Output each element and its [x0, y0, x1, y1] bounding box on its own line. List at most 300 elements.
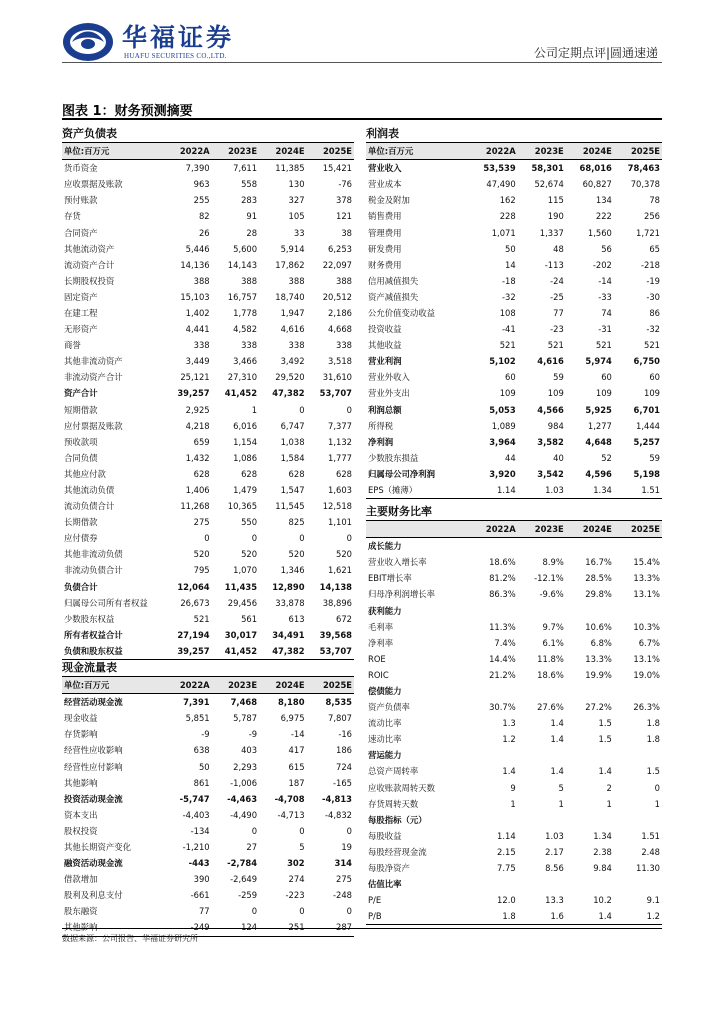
- row-label: EBIT增长率: [368, 573, 412, 584]
- cell-value: [614, 538, 662, 555]
- cell-value: 33,878: [275, 597, 305, 608]
- table-row: [62, 321, 354, 337]
- table-row: [366, 369, 662, 385]
- cell-value: 7.4%: [494, 637, 516, 648]
- table-row: [366, 570, 662, 586]
- cell-value: 16,757: [227, 291, 258, 302]
- cell-value: 613: [288, 613, 305, 624]
- cell-value: 0: [654, 782, 660, 793]
- table-row: [62, 595, 354, 611]
- cell-value: 13.1%: [633, 653, 660, 664]
- table-row: [366, 241, 662, 257]
- row-label: 合同负债: [64, 452, 98, 463]
- row-label: 毛利率: [368, 621, 394, 632]
- cell-value: 1,721: [636, 227, 660, 238]
- cell-value: 659: [193, 436, 210, 447]
- row-label: 资本支出: [64, 809, 98, 820]
- row-label: 经营性应付影响: [64, 761, 123, 772]
- income-statement-panel: [366, 126, 662, 499]
- cell-value: 417: [288, 745, 305, 756]
- cell-value: 1: [251, 404, 258, 415]
- row-label: 成长能力: [368, 541, 402, 552]
- row-label: 长期股权投资: [64, 275, 115, 286]
- table-row: [62, 176, 354, 192]
- cell-value: -1,210: [182, 841, 210, 852]
- cell-value: 19: [341, 841, 352, 852]
- cell-value: 327: [288, 195, 305, 206]
- cell-value: -1,006: [230, 777, 258, 788]
- cell-value: 1.03: [518, 482, 566, 499]
- cell-value: 6,016: [233, 420, 258, 431]
- table-row: [366, 860, 662, 876]
- cell-value: 15,421: [322, 163, 352, 174]
- cell-value: 4,441: [185, 324, 210, 335]
- cell-value: 33: [293, 227, 305, 238]
- row-label: 信用减值损失: [368, 275, 419, 286]
- row-label: 应付债券: [64, 533, 98, 544]
- table-row: [62, 160, 354, 177]
- cell-value: 11,435: [224, 581, 258, 592]
- cell-value: 109: [644, 388, 660, 399]
- cell-value: 60: [649, 372, 660, 383]
- table-row: [62, 694, 354, 711]
- cell-value: 1.4: [566, 908, 614, 925]
- row-label: 营业收入: [368, 163, 402, 174]
- cell-value: 38: [341, 227, 352, 238]
- cell-value: 1,547: [280, 485, 305, 496]
- cell-value: 10.6%: [585, 621, 612, 632]
- table-row: [62, 871, 354, 887]
- cell-value: 53,707: [319, 388, 352, 399]
- cell-value: 378: [336, 195, 352, 206]
- cell-value: 6,747: [280, 420, 305, 431]
- cell-value: 1: [510, 798, 516, 809]
- cell-value: 134: [595, 195, 612, 206]
- row-label: 负债和股东权益: [62, 643, 164, 660]
- cell-value: 19.0%: [633, 669, 660, 680]
- row-label: 资产减值损失: [368, 291, 419, 302]
- cell-value: 130: [288, 179, 305, 190]
- cell-value: -248: [332, 890, 352, 901]
- year-header: 2023E: [518, 521, 566, 538]
- table-row: [366, 273, 662, 289]
- cell-value: 38,896: [322, 597, 352, 608]
- row-label: P/E: [368, 895, 382, 906]
- cell-value: 14,138: [319, 581, 352, 592]
- cell-value: 302: [287, 858, 305, 869]
- cell-value: 861: [193, 777, 210, 788]
- table-row: [366, 699, 662, 715]
- cell-value: 109: [499, 388, 516, 399]
- row-label: ROE: [368, 653, 386, 664]
- table-row: [366, 466, 662, 482]
- table-row: [62, 208, 354, 224]
- cell-value: 520: [336, 549, 352, 560]
- cell-value: 77: [553, 307, 564, 318]
- cell-value: [518, 602, 566, 618]
- cell-value: 1.5: [598, 718, 612, 729]
- row-label: 资产合计: [64, 388, 98, 399]
- year-header: 2022A: [164, 677, 211, 694]
- source-note: 数据来源：公司报告、华福证券研究所: [62, 934, 198, 943]
- row-label: 总资产周转率: [368, 766, 419, 777]
- cell-value: 287: [307, 919, 354, 936]
- cell-value: 13.3%: [585, 653, 612, 664]
- table-row: [366, 602, 662, 618]
- cell-value: 5: [558, 782, 564, 793]
- cell-value: 11.8%: [537, 653, 564, 664]
- table-row: [366, 828, 662, 844]
- cell-value: 77: [198, 906, 210, 917]
- cell-value: 2.15: [497, 846, 516, 857]
- row-label: 预付账款: [64, 195, 98, 206]
- table-row: [62, 402, 354, 418]
- cell-value: -32: [502, 291, 516, 302]
- table-row: [62, 530, 354, 546]
- cell-value: [518, 812, 566, 828]
- cell-value: 628: [288, 468, 305, 479]
- cell-value: 3,542: [537, 468, 564, 479]
- cell-value: -9: [248, 729, 258, 740]
- row-label: 商誉: [64, 340, 81, 351]
- year-header: 2023E: [212, 677, 259, 694]
- cell-value: 78,463: [627, 163, 660, 174]
- cell-value: 109: [547, 388, 564, 399]
- cell-value: 3,518: [328, 356, 352, 367]
- cell-value: 1.8: [470, 908, 518, 925]
- table-row: [366, 731, 662, 747]
- table-row: [62, 289, 354, 305]
- cell-value: 521: [644, 340, 660, 351]
- cell-value: 388: [241, 275, 258, 286]
- cell-value: 1.5: [598, 734, 612, 745]
- cash-flow-title: 现金流量表: [62, 660, 354, 677]
- table-row: [62, 758, 354, 774]
- cell-value: 724: [336, 761, 352, 772]
- cell-value: 1.4: [550, 766, 564, 777]
- cell-value: 10,365: [227, 501, 258, 512]
- table-row: [62, 305, 354, 321]
- row-label: 营运能力: [368, 750, 402, 761]
- cell-value: 41,452: [224, 388, 258, 399]
- cell-value: 39,568: [319, 629, 352, 640]
- cell-value: -31: [598, 324, 612, 335]
- cell-value: 795: [193, 565, 210, 576]
- cell-value: 52: [601, 452, 612, 463]
- cell-value: 11,268: [180, 501, 210, 512]
- cell-value: 91: [246, 211, 258, 222]
- year-header: 2024E: [566, 521, 614, 538]
- cell-value: 0: [346, 533, 352, 544]
- year-header: 2023E: [518, 143, 566, 160]
- cell-value: 1,584: [280, 452, 305, 463]
- cell-value: 9.7%: [542, 621, 564, 632]
- cell-value: 58,301: [531, 163, 564, 174]
- table-row: [366, 176, 662, 192]
- row-label: 短期借款: [64, 404, 98, 415]
- cell-value: 14.4%: [489, 653, 516, 664]
- row-label: 预收款项: [64, 436, 98, 447]
- cell-value: 28.5%: [585, 573, 612, 584]
- cell-value: 29,520: [275, 372, 305, 383]
- table-row: [366, 619, 662, 635]
- cell-value: 44: [505, 452, 516, 463]
- row-label: 股利及利息支付: [64, 890, 123, 901]
- cell-value: 1.6: [518, 908, 566, 925]
- cell-value: 162: [499, 195, 516, 206]
- cell-value: 628: [241, 468, 258, 479]
- cell-value: 825: [288, 517, 305, 528]
- cell-value: 5: [299, 841, 305, 852]
- cell-value: 628: [193, 468, 210, 479]
- cell-value: 3,582: [537, 436, 564, 447]
- table-row: [62, 579, 354, 595]
- cell-value: 672: [336, 613, 352, 624]
- cell-value: -41: [502, 324, 516, 335]
- table-header-row: [366, 143, 662, 160]
- table-header-row: [366, 521, 662, 538]
- cell-value: 0: [299, 906, 305, 917]
- cell-value: 74: [601, 307, 612, 318]
- header-divider: [62, 62, 662, 63]
- cell-value: [614, 602, 662, 618]
- cell-value: -23: [550, 324, 564, 335]
- row-label: 流动资产合计: [64, 259, 115, 270]
- cell-value: [518, 747, 566, 763]
- cell-value: 6.1%: [542, 637, 564, 648]
- cell-value: 78: [649, 195, 660, 206]
- cell-value: 338: [241, 340, 258, 351]
- unit-header: 单位:百万元: [366, 143, 470, 160]
- table-row: [366, 812, 662, 828]
- cell-value: 338: [288, 340, 305, 351]
- cell-value: 12,890: [272, 581, 305, 592]
- cell-value: 984: [547, 420, 564, 431]
- row-label: 经营活动现金流: [64, 697, 123, 708]
- cell-value: 2.38: [593, 846, 612, 857]
- cell-value: -134: [190, 825, 210, 836]
- table-row: [62, 337, 354, 353]
- year-header: 2025E: [307, 677, 354, 694]
- cell-value: 59: [553, 372, 564, 383]
- table-row: [366, 418, 662, 434]
- row-label: 公允价值变动收益: [368, 307, 435, 318]
- row-label: ROIC: [368, 669, 389, 680]
- cell-value: 1.8: [646, 734, 660, 745]
- cell-value: [614, 876, 662, 892]
- cell-value: 520: [288, 549, 305, 560]
- cell-value: 5,974: [585, 356, 612, 367]
- row-label: 融资活动现金流: [64, 858, 123, 869]
- cell-value: 86.3%: [489, 589, 516, 600]
- cell-value: 2.17: [545, 846, 564, 857]
- cell-value: 388: [193, 275, 210, 286]
- cell-value: 1,432: [185, 452, 210, 463]
- cell-value: 187: [288, 777, 305, 788]
- cell-value: 4,668: [328, 324, 352, 335]
- cell-value: 29,456: [227, 597, 258, 608]
- cell-value: 1.14: [470, 482, 518, 499]
- cell-value: 2: [606, 782, 612, 793]
- cell-value: 13.3: [545, 895, 564, 906]
- cell-value: 115: [547, 195, 564, 206]
- cell-value: 521: [499, 340, 516, 351]
- cell-value: -218: [640, 259, 660, 270]
- row-label: EPS（摊薄）: [366, 482, 470, 499]
- cell-value: 4,616: [537, 356, 564, 367]
- table-row: [62, 498, 354, 514]
- cell-value: 1,089: [491, 420, 516, 431]
- cell-value: 6.7%: [638, 637, 660, 648]
- row-label: 货币资金: [64, 163, 98, 174]
- table-row: [62, 726, 354, 742]
- cell-value: 638: [193, 745, 210, 756]
- row-label: 在建工程: [64, 307, 98, 318]
- table-row: [62, 369, 354, 385]
- cell-value: 4,596: [585, 468, 612, 479]
- cell-value: 615: [288, 761, 305, 772]
- row-label: 所得税: [368, 420, 394, 431]
- cell-value: -249: [164, 919, 211, 936]
- cell-value: [470, 812, 518, 828]
- row-label: 少数股东损益: [368, 452, 419, 463]
- cell-value: 1.51: [641, 830, 660, 841]
- cell-value: [614, 747, 662, 763]
- cell-value: 190: [547, 211, 564, 222]
- cell-value: 12.0: [497, 895, 516, 906]
- row-label: 投资收益: [368, 324, 402, 335]
- cell-value: 53,539: [483, 163, 516, 174]
- cell-value: 1,337: [539, 227, 564, 238]
- cell-value: -4,813: [322, 793, 352, 804]
- cell-value: 255: [193, 195, 210, 206]
- table-row: [62, 627, 354, 643]
- table-row: [366, 667, 662, 683]
- cell-value: 1,402: [185, 307, 210, 318]
- cell-value: 11.3%: [489, 621, 516, 632]
- row-label: 管理费用: [368, 227, 402, 238]
- table-row: [366, 321, 662, 337]
- cell-value: -4,403: [182, 809, 210, 820]
- table-row: [62, 807, 354, 823]
- cell-value: [614, 683, 662, 699]
- cell-value: 27: [246, 841, 258, 852]
- cell-value: 15.4%: [633, 557, 660, 568]
- cash-flow-panel: [62, 660, 354, 937]
- cell-value: -2,784: [227, 858, 258, 869]
- cell-value: 6,253: [328, 243, 352, 254]
- cell-value: 1,603: [328, 485, 352, 496]
- row-label: 净利润: [368, 436, 394, 447]
- cell-value: 3,449: [185, 356, 210, 367]
- cell-value: 3,964: [489, 436, 516, 447]
- cell-value: 5,787: [233, 713, 258, 724]
- unit-header: 单位:百万元: [62, 143, 164, 160]
- table-row: [366, 876, 662, 892]
- cell-value: 1.34: [593, 830, 612, 841]
- cell-value: 121: [336, 211, 352, 222]
- balance-sheet-title: 资产负债表: [62, 126, 354, 143]
- cell-value: 6,701: [633, 404, 660, 415]
- cell-value: 4,616: [280, 324, 305, 335]
- table-row: [62, 514, 354, 530]
- cell-value: 25,121: [180, 372, 210, 383]
- row-label: 其他流动资产: [64, 243, 115, 254]
- cell-value: 17,862: [275, 259, 305, 270]
- table-row: [62, 742, 354, 758]
- year-header: 2022A: [164, 143, 211, 160]
- cell-value: -25: [550, 291, 564, 302]
- cell-value: 14: [505, 259, 516, 270]
- cell-value: 558: [241, 179, 258, 190]
- cell-value: [470, 747, 518, 763]
- cell-value: 521: [547, 340, 564, 351]
- cell-value: [566, 747, 614, 763]
- year-header: 2022A: [470, 143, 518, 160]
- cell-value: 39,257: [177, 388, 210, 399]
- cell-value: 4,582: [233, 324, 258, 335]
- row-label: 归属母公司所有者权益: [64, 597, 148, 608]
- year-header: 2024E: [259, 677, 306, 694]
- cell-value: 520: [241, 549, 258, 560]
- table-row: [62, 224, 354, 240]
- cell-value: 8,535: [325, 697, 352, 708]
- table-row: [366, 586, 662, 602]
- row-label: 非流动负债合计: [64, 565, 123, 576]
- cell-value: [566, 602, 614, 618]
- row-label: 每股收益: [368, 830, 402, 841]
- cell-value: 12,518: [322, 501, 352, 512]
- ratios-table: [366, 521, 662, 925]
- table-row: [62, 482, 354, 498]
- year-header: 2022A: [470, 521, 518, 538]
- cell-value: 86: [649, 307, 660, 318]
- cell-value: 1,621: [328, 565, 352, 576]
- table-header-row: [62, 677, 354, 694]
- cell-value: 403: [241, 745, 258, 756]
- row-label: 固定资产: [64, 291, 98, 302]
- row-label: 其他流动负债: [64, 485, 115, 496]
- cell-value: 68,016: [579, 163, 612, 174]
- cell-value: 15,103: [180, 291, 210, 302]
- cell-value: 5,053: [489, 404, 516, 415]
- cell-value: 7,807: [328, 713, 352, 724]
- table-row: [62, 241, 354, 257]
- cell-value: 7.75: [497, 863, 516, 874]
- cell-value: 1,070: [233, 565, 258, 576]
- table-row: [62, 887, 354, 903]
- cell-value: -33: [598, 291, 612, 302]
- row-label: 税金及附加: [368, 195, 410, 206]
- row-label: 非流动资产合计: [64, 372, 123, 383]
- cell-value: -18: [502, 275, 516, 286]
- cell-value: 388: [288, 275, 305, 286]
- cell-value: 1.03: [545, 830, 564, 841]
- row-label: 营业收入增长率: [368, 557, 427, 568]
- table-row: [366, 482, 662, 499]
- table-row: [366, 844, 662, 860]
- cell-value: 52,674: [534, 179, 564, 190]
- cell-value: 520: [193, 549, 210, 560]
- cell-value: 26.3%: [633, 702, 660, 713]
- cell-value: 2,293: [233, 761, 258, 772]
- brand-name-en: HUAFU SECURITIES CO.,LTD.: [124, 52, 227, 60]
- cell-value: 27,310: [227, 372, 258, 383]
- cell-value: 108: [499, 307, 516, 318]
- cell-value: 338: [193, 340, 210, 351]
- figure-rule: [62, 118, 662, 120]
- cell-value: -443: [188, 858, 210, 869]
